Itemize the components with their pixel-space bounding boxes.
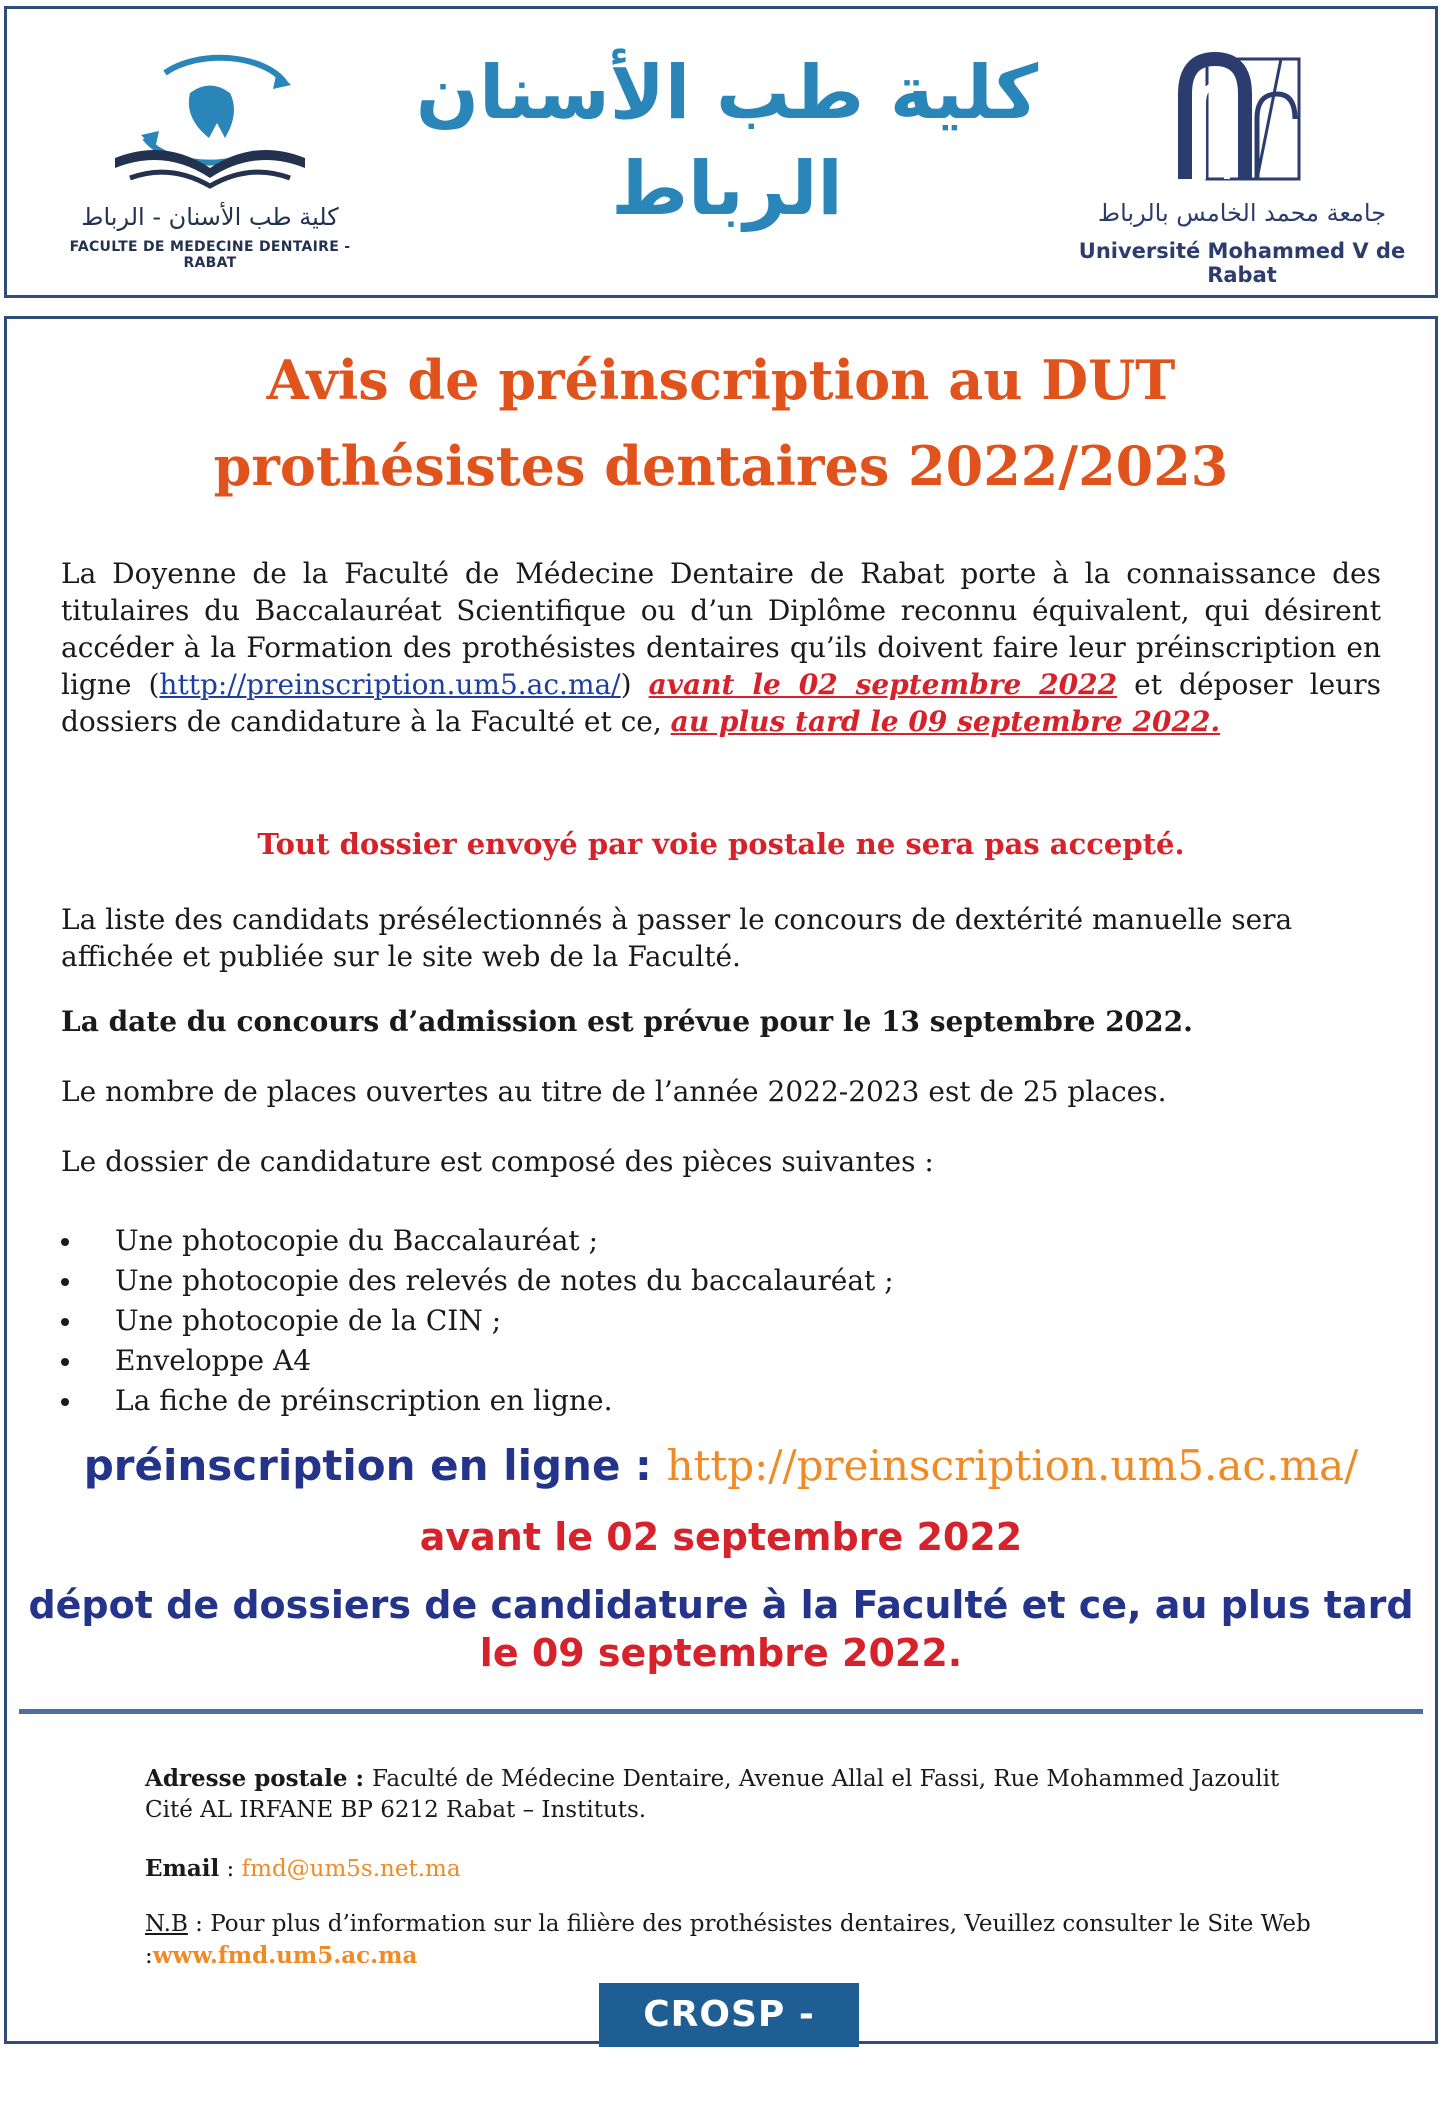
page-title xyxy=(7,337,1435,509)
title-line1: Avis de préinscription au DUT xyxy=(266,348,1176,412)
deadline-dossier: au plus tard le 09 septembre 2022. xyxy=(670,705,1221,738)
preinscription-link[interactable]: http://preinscription.um5.ac.ma/ xyxy=(159,668,621,701)
header-arabic-line2: الرباط xyxy=(611,146,843,232)
list-item: La fiche de préinscription en ligne. xyxy=(61,1381,894,1421)
bullet-icon xyxy=(61,1398,69,1406)
online-label: préinscription en ligne : xyxy=(83,1441,667,1490)
nb-text: : Pour plus d’information sur la filière des prothésistes dentaires, Veuillez consulter le Site Web : xyxy=(145,1911,1311,1969)
deadline-preinscription: avant le 02 septembre 2022 xyxy=(648,668,1118,701)
arch-gate-icon xyxy=(1177,49,1307,189)
nb-label: N.B xyxy=(145,1911,188,1937)
email-line: Email : fmd@um5s.net.ma xyxy=(145,1855,461,1882)
nb-note xyxy=(145,1909,1325,1972)
header-arabic-line1: كلية طب الأسنان xyxy=(415,50,1039,136)
divider xyxy=(19,1709,1423,1714)
intro-text-3: et déposer leurs dossiers de candidature à la Faculté et ce, xyxy=(61,668,1382,738)
list-item: Une photocopie de la CIN ; xyxy=(61,1301,894,1341)
website-link[interactable]: www.fmd.um5.ac.ma xyxy=(152,1942,418,1969)
bullet-icon xyxy=(61,1278,69,1286)
university-logo xyxy=(1067,49,1417,287)
postal-address xyxy=(145,1763,1325,1826)
address-text: Faculté de Médecine Dentaire, Avenue Allal el Fassi, Rue Mohammed Jazoulit Cité AL IRFANE BP 6212 Rabat – Instituts. xyxy=(145,1766,1280,1823)
email-label: Email xyxy=(145,1855,220,1882)
pieces-list xyxy=(61,1221,894,1421)
title-line2: prothésistes dentaires 2022/2023 xyxy=(213,434,1229,498)
faculty-logo-french: FACULTE DE MEDECINE DENTAIRE - RABAT xyxy=(69,239,351,271)
header-box xyxy=(4,6,1438,298)
announcement-box xyxy=(4,316,1438,2099)
liste-paragraph: La liste des candidats présélectionnés à passer le concours de dextérité manuelle sera affichée et publiée sur le site web de la Faculté. xyxy=(61,903,1293,973)
list-item: Enveloppe A4 xyxy=(61,1341,894,1381)
list-item: Une photocopie des relevés de notes du baccalauréat ; xyxy=(61,1261,894,1301)
depot-line2: le 09 septembre 2022. xyxy=(479,1631,963,1675)
places-paragraph: Le nombre de places ouvertes au titre de l’année 2022-2023 est de 25 places. xyxy=(61,1075,1167,1108)
bullet-icon xyxy=(61,1318,69,1326)
book-tooth-icon xyxy=(55,43,365,203)
intro-paragraph xyxy=(61,555,1381,740)
concours-date: La date du concours d’admission est prévue pour le 13 septembre 2022. xyxy=(61,1005,1193,1038)
bullet-icon xyxy=(61,1238,69,1246)
online-preinscription xyxy=(7,1441,1435,1490)
postal-warning: Tout dossier envoyé par voie postale ne sera pas accepté. xyxy=(257,827,1185,861)
university-logo-arabic: جامعة محمد الخامس بالرباط xyxy=(1097,199,1387,227)
intro-text-2: ) xyxy=(620,668,632,701)
online-url-link[interactable]: http://preinscription.um5.ac.ma/ xyxy=(666,1441,1359,1490)
online-deadline: avant le 02 septembre 2022 xyxy=(419,1515,1023,1559)
bullet-icon xyxy=(61,1358,69,1366)
crosp-badge: CROSP - RSK xyxy=(599,1983,859,2047)
list-item: Une photocopie du Baccalauréat ; xyxy=(61,1221,894,1261)
faculty-logo xyxy=(55,43,365,271)
depot-notice xyxy=(7,1581,1435,1677)
faculty-logo-arabic: كلية طب الأسنان - الرباط xyxy=(81,203,339,231)
university-logo-french: Université Mohammed V de Rabat xyxy=(1078,239,1406,287)
depot-line1: dépot de dossiers de candidature à la Faculté et ce, au plus tard xyxy=(28,1583,1414,1627)
intro-text-1: La Doyenne de la Faculté de Médecine Dentaire de Rabat porte à la connaissance des titulaires du Baccalauréat Scientifique ou d’un Diplôme reconnu équivalent, qui désirent accéder à la Formation des prothésistes dentaires qu’ils doivent faire leur préinscription en ligne ( xyxy=(61,557,1381,701)
email-link[interactable]: fmd@um5s.net.ma xyxy=(241,1856,461,1882)
address-label: Adresse postale : xyxy=(145,1765,372,1792)
header-arabic-title xyxy=(387,45,1067,237)
dossier-intro: Le dossier de candidature est composé des pièces suivantes : xyxy=(61,1145,934,1178)
